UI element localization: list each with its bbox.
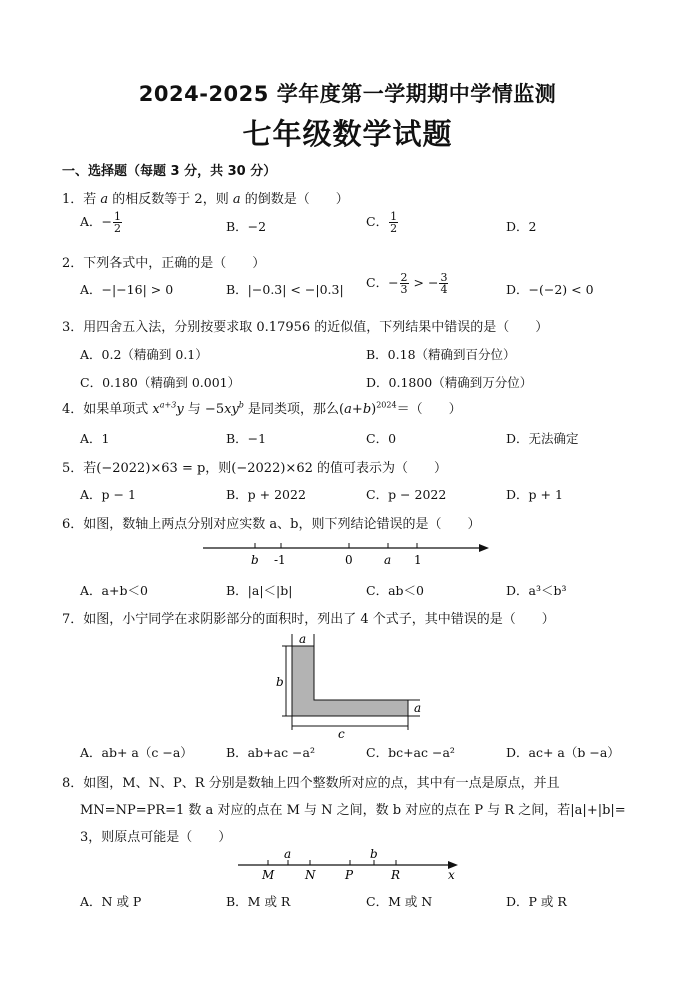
q4-option-c[interactable]: C．0 [366, 431, 397, 446]
q7-label-a-top: a [299, 632, 307, 646]
q3-option-c[interactable]: C．0.180（精确到 0.001） [80, 375, 241, 390]
q4-option-d[interactable]: D．无法确定 [506, 431, 579, 446]
question-4-stem: 4．如果单项式 $x^{a+3}y$ 与 $-5xy^b$ 是同类项，那么$(a+b)^{2024}=$（ ） [62, 400, 462, 417]
question-6-stem: 6．如图，数轴上两点分别对应实数 a、b，则下列结论错误的是（ ） [62, 517, 481, 532]
question-3-stem: 3．用四舍五入法，分别按要求取 0.17956 的近似值，下列结果中错误的是（ ） [62, 320, 549, 335]
q6-option-a[interactable]: A．a+b＜0 [80, 583, 148, 598]
q7-label-c: c [338, 727, 345, 740]
q8-label-N: N [305, 868, 316, 882]
q6-label-0: 0 [345, 553, 353, 567]
q6-number-line [195, 535, 495, 570]
q8-option-b[interactable]: B．M 或 R [226, 894, 291, 909]
q7-option-a[interactable]: A．ab+ a（c −a） [80, 745, 193, 760]
question-7-stem: 7．如图，小宁同学在求阴影部分的面积时，列出了 4 个式子，其中错误的是（ ） [62, 612, 555, 627]
q5-option-b[interactable]: B．p + 2022 [226, 487, 306, 502]
question-2-stem: 2．下列各式中，正确的是（ ） [62, 256, 266, 271]
q6-option-d[interactable]: D．a³＜b³ [506, 583, 567, 598]
q7-option-c[interactable]: C．bc+ac −a² [366, 745, 455, 760]
question-8-stem-line3: 3，则原点可能是（ ） [80, 830, 232, 845]
q8-label-x: x [448, 868, 455, 882]
section-heading: 一、选择题（每题 3 分，共 30 分） [62, 164, 277, 179]
q4-option-b[interactable]: B．−1 [226, 431, 267, 446]
q7-option-d[interactable]: D．ac+ a（b −a） [506, 745, 620, 760]
question-8-stem-line1: 8．如图，M、N、P、R 分别是数轴上四个整数所对应的点，其中有一点是原点，并且 [62, 776, 560, 791]
question-1-stem: 1．若 a 的相反数等于 2，则 a 的倒数是（ ） [62, 192, 349, 207]
q6-label-b: b [251, 553, 259, 567]
q6-label-a: a [384, 553, 392, 567]
q6-option-b[interactable]: B．|a|＜|b| [226, 583, 293, 598]
q8-option-d[interactable]: D．P 或 R [506, 894, 567, 909]
q1-option-d[interactable]: D．2 [506, 219, 537, 234]
q3-option-a[interactable]: A．0.2（精确到 0.1） [80, 347, 208, 362]
q2-option-c[interactable]: C．− $\frac{2}{3}$ > − $\frac{3}{4}$ [366, 271, 448, 296]
q8-option-c[interactable]: C．M 或 N [366, 894, 433, 909]
q6-label-neg1: -1 [274, 553, 286, 567]
q8-option-a[interactable]: A．N 或 P [80, 894, 142, 909]
q8-label-a: a [284, 847, 292, 861]
q4-option-a[interactable]: A．1 [80, 431, 110, 446]
q6-option-c[interactable]: C．ab＜0 [366, 583, 424, 598]
q3-option-b[interactable]: B．0.18（精确到百分位） [366, 347, 516, 362]
q5-option-c[interactable]: C．p − 2022 [366, 487, 447, 502]
exam-subtitle: 七年级数学试题 [242, 117, 453, 151]
question-5-stem: 5．若(−2022)×63 = p，则(−2022)×62 的值可表示为（ ） [62, 461, 447, 476]
q7-shaded-figure [276, 630, 436, 740]
q2-option-b[interactable]: B．|−0.3| < −|0.3| [226, 282, 344, 297]
q5-option-d[interactable]: D．p + 1 [506, 487, 563, 502]
q1-option-a[interactable]: A．− $\frac{1}{2}$ [80, 210, 122, 235]
q7-label-a-right: a [414, 701, 422, 715]
q2-option-d[interactable]: D．−(−2) < 0 [506, 282, 594, 297]
q8-label-b: b [370, 847, 378, 861]
q8-label-M: M [262, 868, 275, 882]
q8-label-P: P [345, 868, 354, 882]
q3-option-d[interactable]: D．0.1800（精确到万分位） [366, 375, 533, 390]
q7-shaded-region [292, 646, 408, 716]
q1-option-b[interactable]: B．−2 [226, 219, 267, 234]
q6-axis-arrow [479, 544, 489, 552]
q8-number-line [232, 847, 467, 883]
q5-option-a[interactable]: A．p − 1 [80, 487, 136, 502]
q8-label-R: R [391, 868, 401, 882]
q1-option-c[interactable]: C． $\frac{1}{2}$ [366, 210, 398, 235]
q6-label-1: 1 [414, 553, 422, 567]
q2-option-a[interactable]: A．−|−16| > 0 [80, 282, 174, 297]
exam-title: 2024-2025 学年度第一学期期中学情监测 [138, 82, 557, 106]
q7-option-b[interactable]: B．ab+ac −a² [226, 745, 315, 760]
q7-label-b: b [276, 675, 284, 689]
question-8-stem-line2: MN=NP=PR=1 数 a 对应的点在 M 与 N 之间，数 b 对应的点在 P 与 R 之间，若|a|+|b|= [80, 803, 626, 818]
